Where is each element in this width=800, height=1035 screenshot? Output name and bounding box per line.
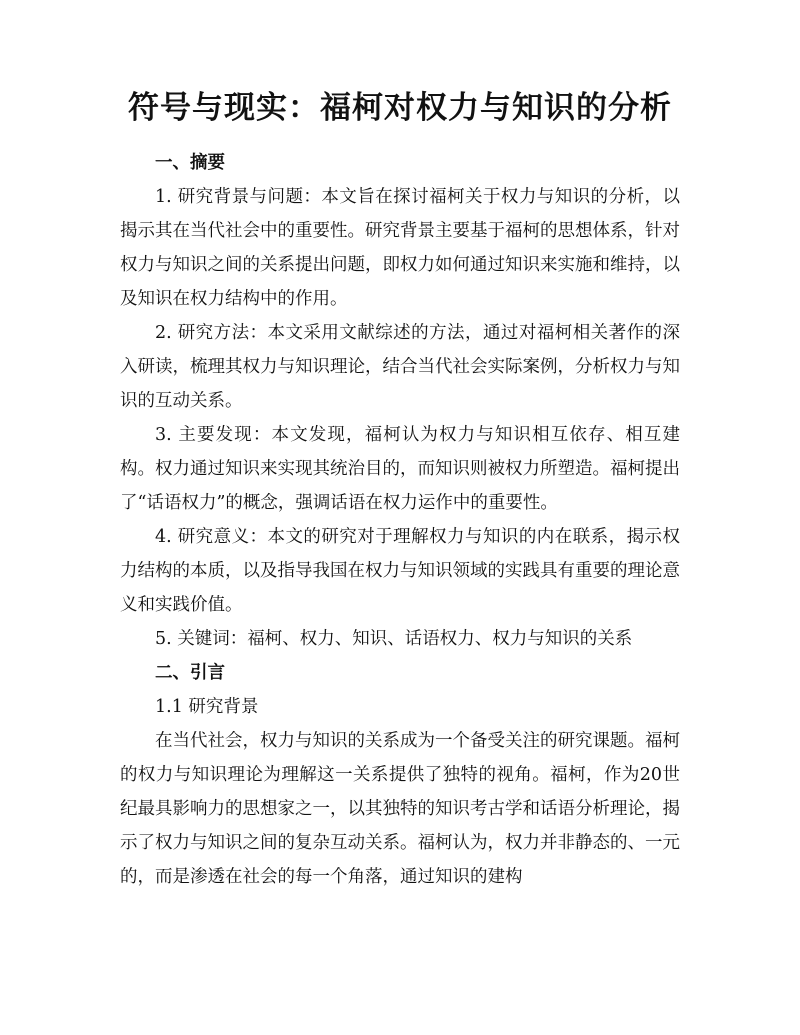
introduction-paragraph: 在当代社会，权力与知识的关系成为一个备受关注的研究课题。福柯的权力与知识理论为理解这一关系提供了独特的视角。福柯，作为20世纪最具影响力的思想家之一，以其独特的知识考古学和话语分析理论，揭示了权力与知识之间的复杂互动关系。福柯认为，权力并非静态的、一元的，而是渗透在社会的每一个角落，通过知识的建构 [120, 731, 680, 887]
document-title: 符号与现实：福柯对权力与知识的分析 [128, 90, 672, 126]
abstract-item-keywords: 5. 关键词：福柯、权力、知识、话语权力、权力与知识的关系 [155, 629, 633, 649]
abstract-item-findings: 3. 主要发现：本文发现，福柯认为权力与知识相互依存、相互建构。权力通过知识来实现其统治目的，而知识则被权力所塑造。福柯提出了“话语权力”的概念，强调话语在权力运作中的重要性。 [120, 425, 680, 513]
abstract-item-method: 2. 研究方法：本文采用文献综述的方法，通过对福柯相关著作的深入研读，梳理其权力与知识理论，结合当代社会实际案例，分析权力与知识的互动关系。 [120, 323, 680, 411]
section-heading-introduction: 二、引言 [155, 663, 225, 683]
document-body [120, 146, 680, 894]
abstract-item-significance: 4. 研究意义：本文的研究对于理解权力与知识的内在联系，揭示权力结构的本质，以及指导我国在权力与知识领域的实践具有重要的理论意义和实践价值。 [120, 527, 680, 615]
subsection-heading-background: 1.1 研究背景 [155, 697, 259, 717]
abstract-item-background: 1. 研究背景与问题：本文旨在探讨福柯关于权力与知识的分析，以揭示其在当代社会中的重要性。研究背景主要基于福柯的思想体系，针对权力与知识之间的关系提出问题，即权力如何通过知识来实施和维持，以及知识在权力结构中的作用。 [120, 187, 680, 309]
section-heading-abstract: 一、摘要 [155, 153, 225, 173]
